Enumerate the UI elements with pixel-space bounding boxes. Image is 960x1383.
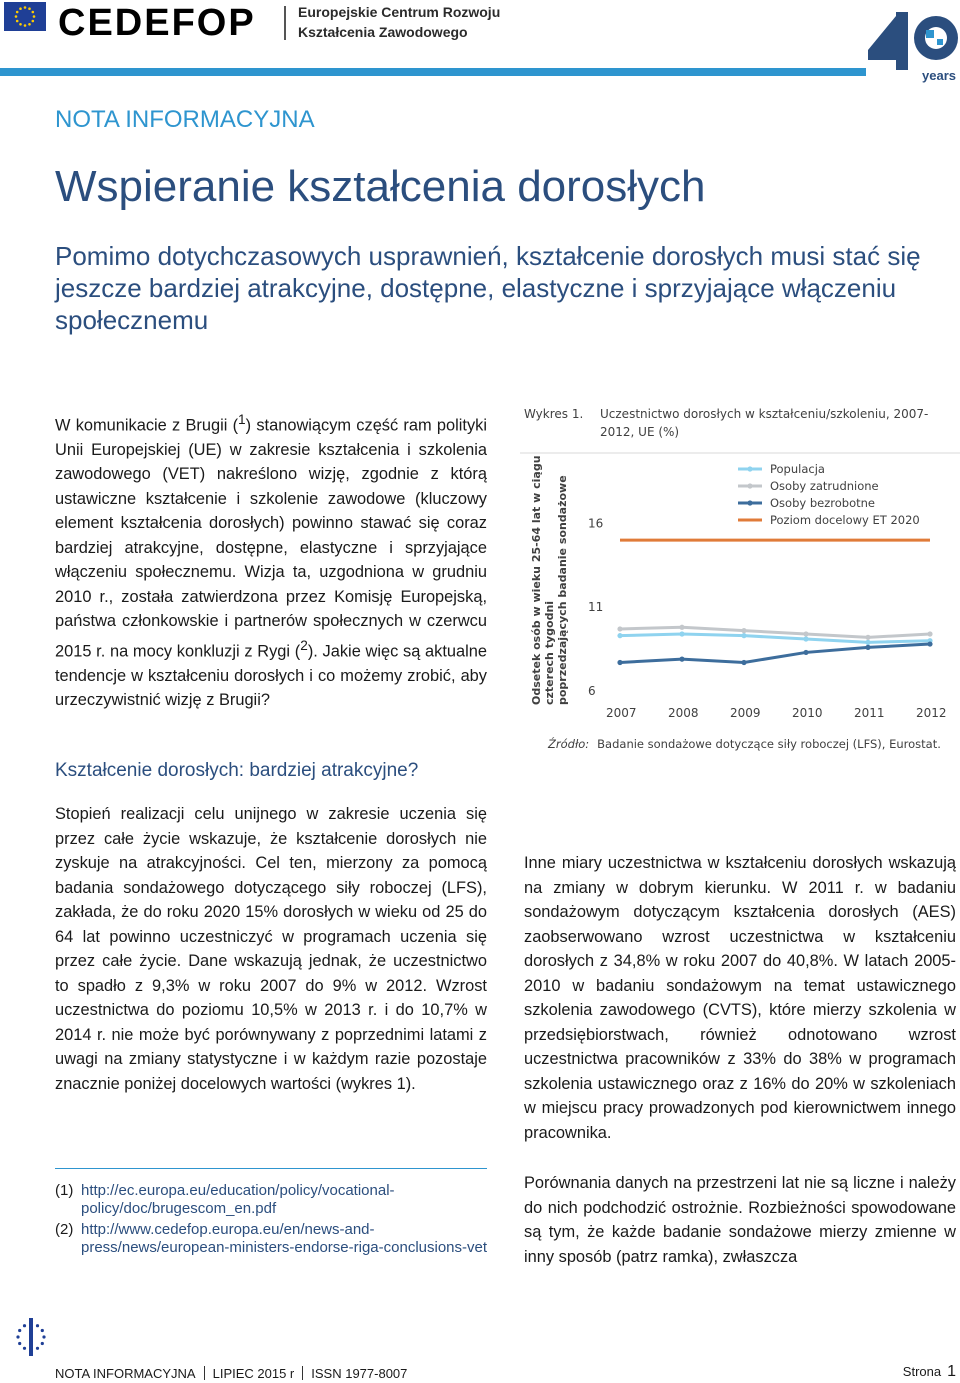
forty-years-logo <box>866 4 960 84</box>
brand-subtitle-line-1: Europejskie Centrum Rozwoju <box>298 4 501 20</box>
chart-source-label: Źródło: <box>548 737 590 751</box>
chart-source <box>548 737 941 751</box>
series-line-2 <box>620 644 930 662</box>
footer-issn: ISSN 1977-8007 <box>311 1366 408 1381</box>
participation-chart <box>520 405 960 765</box>
series-1-point-2011 <box>865 635 870 640</box>
y-tick-11: 11 <box>588 600 604 615</box>
footer-date: LIPIEC 2015 r <box>212 1366 295 1381</box>
y-tick-6: 6 <box>588 684 596 698</box>
section-heading: Kształcenie dorosłych: bardziej atrakcyjne? <box>55 760 419 781</box>
legend-marker-1 <box>747 483 752 488</box>
footnote-1-mark: (1) <box>55 1182 74 1199</box>
page-header <box>0 0 960 90</box>
page-number <box>903 1363 956 1381</box>
series-2-point-2012 <box>927 641 932 646</box>
footnote-2-mark: (2) <box>55 1221 74 1238</box>
legend-label-0: Populacja <box>770 462 825 476</box>
chart-y-axis-label: Odsetek osób w wieku 25-64 lat w ciąguczterech tygodnipoprzedzających badanie sondażowe <box>530 455 569 705</box>
chart-plot <box>520 405 960 725</box>
page-title: Wspieranie kształcenia dorosłych <box>55 162 706 211</box>
series-0-point-2008 <box>679 631 684 636</box>
eu-flag-icon <box>4 2 46 31</box>
nota-label: NOTA INFORMACYJNA <box>55 106 315 133</box>
margin-stars-icon <box>14 1320 48 1359</box>
legend-marker-2 <box>747 500 752 505</box>
chart-source-text: Badanie sondażowe dotyczące siły roboczej (LFS), Eurostat. <box>597 737 941 751</box>
brand-subtitle-line-2: Kształcenia Zawodowego <box>298 24 468 40</box>
x-tick-2009: 2009 <box>730 706 761 720</box>
chart-caption-label: Wykres 1. <box>524 407 584 421</box>
legend-label-1: Osoby zatrudnione <box>770 479 879 493</box>
x-tick-2010: 2010 <box>792 706 823 720</box>
footnote-2-link[interactable]: http://www.cedefop.europa.eu/en/news-and-press/news/european-ministers-endorse-riga-conclusions-vet <box>81 1221 488 1256</box>
series-0-point-2007 <box>617 633 622 638</box>
page-number-label: Strona <box>902 1364 942 1379</box>
body-right-paragraph-1: Inne miary uczestnictwa w kształceniu dorosłych wskazują na zmiany w dobrym kierunku. W 2011 r. w badaniu sondażowym dotyczącym kształcenia dorosłych (AES) zaobserwowano wzrost uczestnictwa w kształceniu dorosłych z 34,8% w roku 2007 do 40,8%. W latach 2005-2010 w badaniu sondażowym na temat ustawicznego szkolenia zawodowego (CVTS), które mierzy szkolenia w przedsiębiorstwach, również odnotowano wzrost uczestnictwa pracowników z 33% do 38% w programach szkolenia ustawicznego oraz z 16% do 20% w szkoleniach w miejscu pracy prowadzonych pod kierownictwem innego pracownika. <box>524 854 956 1142</box>
page-footer <box>55 1366 407 1381</box>
series-2-point-2008 <box>679 657 684 662</box>
body-right-paragraph-2: Porównania danych na przestrzeni lat nie są liczne i należy do nich podchodzić ostrożnie. Rozbieżności spowodowane są tym, że każde badanie sondażowe mierzy zmienne w inny sposób (patrz ramka), zwłaszcza <box>524 1174 956 1266</box>
series-1-point-2008 <box>679 625 684 630</box>
series-1-point-2010 <box>803 631 808 636</box>
series-2-point-2010 <box>803 650 808 655</box>
body-left-paragraph: Stopień realizacji celu unijnego w zakresie uczenia się przez całe życie wskazuje, że kształcenie dorosłych nie zyskuje na atrakcyjności. Cel ten, mierzony za pomocą badania sondażowego dotyczącego siły roboczej (LFS), zakłada, że do roku 2020 15% dorosłych w wieku od 25 do 64 lat powinno uczestniczyć w programach uczenia się przez całe życie. Dane wskazują jednak, że uczestnictwo to spadło z 9,3% w roku 2007 do 9% w 2012. Wzrost uczestnictwa do poziomu 10,5% w 2013 r. i do 10,7% w 2014 r. nie może być porównywany z poprzednimi latami z uwagi na zmiany statystyczne i w każdym razie pozostaje znacznie poniżej docelowych wartości (wykres 1). <box>55 805 487 1093</box>
series-1-point-2012 <box>927 631 932 636</box>
footer-label: NOTA INFORMACYJNA <box>55 1366 196 1381</box>
series-1-point-2007 <box>617 626 622 631</box>
page-subtitle: Pomimo dotychczasowych usprawnień, kształcenie dorosłych musi stać się jeszcze bardziej atrakcyjne, dostępne, elastyczne i sprzyjające włączeniu społecznemu <box>55 241 921 335</box>
series-1-point-2009 <box>741 628 746 633</box>
x-tick-2012: 2012 <box>916 706 947 720</box>
footnote-ref-2[interactable]: 2 <box>300 637 308 653</box>
series-0-point-2009 <box>741 633 746 638</box>
chart-title: Uczestnictwo dorosłych w kształceniu/szkoleniu, 2007-2012, UE (%) <box>600 407 929 439</box>
footnote-1-link[interactable]: http://ec.europa.eu/education/policy/vocational-policy/doc/brugescom_en.pdf <box>81 1182 395 1217</box>
header-accent-bar <box>0 68 866 76</box>
footnote-2 <box>55 1221 487 1257</box>
footnote-1 <box>55 1182 487 1218</box>
page-number-value: 1 <box>947 1363 956 1380</box>
cedefop-logo: CEDEFOP <box>58 2 256 44</box>
x-tick-2007: 2007 <box>606 706 637 720</box>
years-label: years <box>922 68 956 83</box>
y-tick-16: 16 <box>588 516 604 531</box>
footnote-ref-1[interactable]: 1 <box>238 412 246 427</box>
series-0-point-2011 <box>865 640 870 645</box>
legend-label-2: Osoby bezrobotne <box>770 496 875 510</box>
intro-paragraph: W komunikacie z Brugii ($^1$) stanowiącym część ram polityki Unii Europejskiej (UE) w zakresie kształcenia i szkolenia zawodowego (VET) nakreślono wizję, zgodnie z którą ustawiczne kształcenie i szkolenie zawodowe (kluczowy element kształcenia dorosłych) powinno stawać się coraz bardziej atrakcyjne, dostępne, elastyczne i sprzyjające włączeniu społecznemu. Wizja ta, uzgodniona w grudniu 2010 r., została zatwierdzona przez Komisję Europejską, państwa członkowskie i partnerów społecznych w czerwcu 2015 r. na mocy konkluzji z Rygi ($^2$). Jakie więc są aktualne tendencje w kształceniu dorosłych i co możemy zrobić, aby urzeczywistnić wizję z Brugii? <box>55 412 488 710</box>
legend-label-3: Poziom docelowy ET 2020 <box>770 513 920 527</box>
brand-separator <box>284 6 286 40</box>
x-tick-2011: 2011 <box>854 706 885 720</box>
legend-marker-0 <box>747 466 752 471</box>
series-0-point-2010 <box>803 636 808 641</box>
series-2-point-2009 <box>741 660 746 665</box>
footnote-rule <box>55 1168 487 1169</box>
series-2-point-2007 <box>617 660 622 665</box>
x-tick-2008: 2008 <box>668 706 699 720</box>
series-2-point-2011 <box>865 645 870 650</box>
